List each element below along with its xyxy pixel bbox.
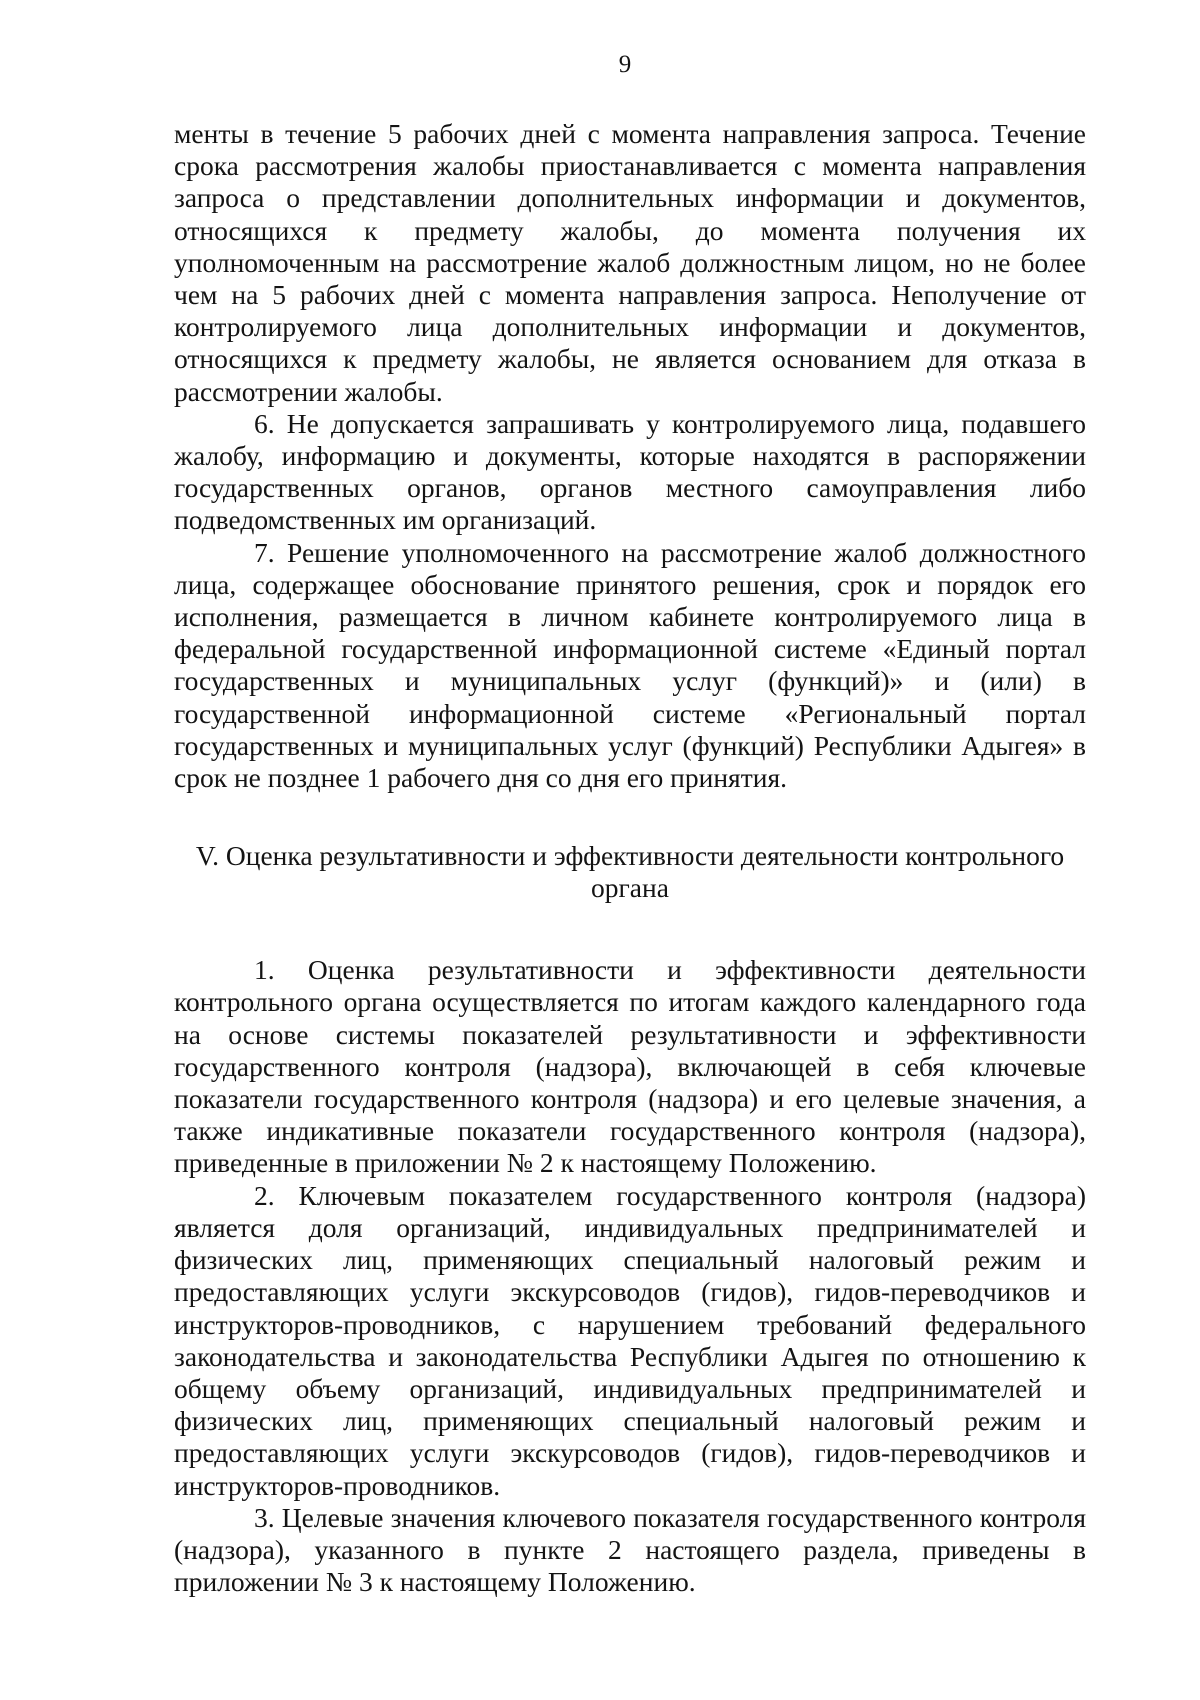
page-number: 9 bbox=[618, 51, 632, 78]
section-heading-line-1: V. Оценка результативности и эффективности деятельности контрольного bbox=[195, 840, 1065, 872]
paragraph-section5-item-1: 1. Оценка результативности и эффективности деятельности контрольного органа осуществляется по итогам каждого календарного года на основе системы показателей результативности и эффективности государственного контроля (надзора), включающей в себя ключевые показатели государственного контроля (надзора) и его целевые значения, а также индикативные показатели государственного контроля (надзора), приведенные в приложении № 2 к настоящему Положению. bbox=[174, 954, 1086, 1179]
document-body bbox=[174, 118, 1086, 1598]
section-heading-line-2: органа bbox=[591, 872, 669, 904]
paragraph-item-7: 7. Решение уполномоченного на рассмотрение жалоб должностного лица, содержащее обоснование принятого решения, срок и порядок его исполнения, размещается в личном кабинете контролируемого лица в федеральной государственной информационной системе «Единый портал государственных и муниципальных услуг (функций)» и (или) в государственной информационной системе «Региональный портал государственных и муниципальных услуг (функций) Республики Адыгея» в срок не позднее 1 рабочего дня со дня его принятия. bbox=[174, 536, 1086, 794]
paragraph-section5-item-3: 3. Целевые значения ключевого показателя государственного контроля (надзора), указанного в пункте 2 настоящего раздела, приведены в приложении № 3 к настоящему Положению. bbox=[174, 1501, 1086, 1598]
section-heading bbox=[174, 840, 1086, 904]
paragraph-item-6: 6. Не допускается запрашивать у контролируемого лица, подавшего жалобу, информацию и документы, которые находятся в распоряжении государственных органов, органов местного самоуправления либо подведомственных им организаций. bbox=[174, 407, 1086, 536]
paragraph-section5-item-2: 2. Ключевым показателем государственного контроля (надзора) является доля организаций, индивидуальных предпринимателей и физических лиц, применяющих специальный налоговый режим и предоставляющих услуги экскурсоводов (гидов), гидов-переводчиков и инструкторов-проводников, с нарушением требований федерального законодательства и законодательства Республики Адыгея по отношению к общему объему организаций, индивидуальных предпринимателей и физических лиц, применяющих специальный налоговый режим и предоставляющих услуги экскурсоводов (гидов), гидов-переводчиков и инструкторов-проводников. bbox=[174, 1179, 1086, 1501]
paragraph-continuation: менты в течение 5 рабочих дней с момента направления запроса. Течение срока рассмотрения жалобы приостанавливается с момента направления запроса о представлении дополнительных информации и документов, относящихся к предмету жалобы, до момента получения их уполномоченным на рассмотрение жалоб должностным лицом, но не более чем на 5 рабочих дней с момента направления запроса. Неполучение от контролируемого лица дополнительных информации и документов, относящихся к предмету жалобы, не является основанием для отказа в рассмотрении жалобы. bbox=[174, 118, 1086, 407]
